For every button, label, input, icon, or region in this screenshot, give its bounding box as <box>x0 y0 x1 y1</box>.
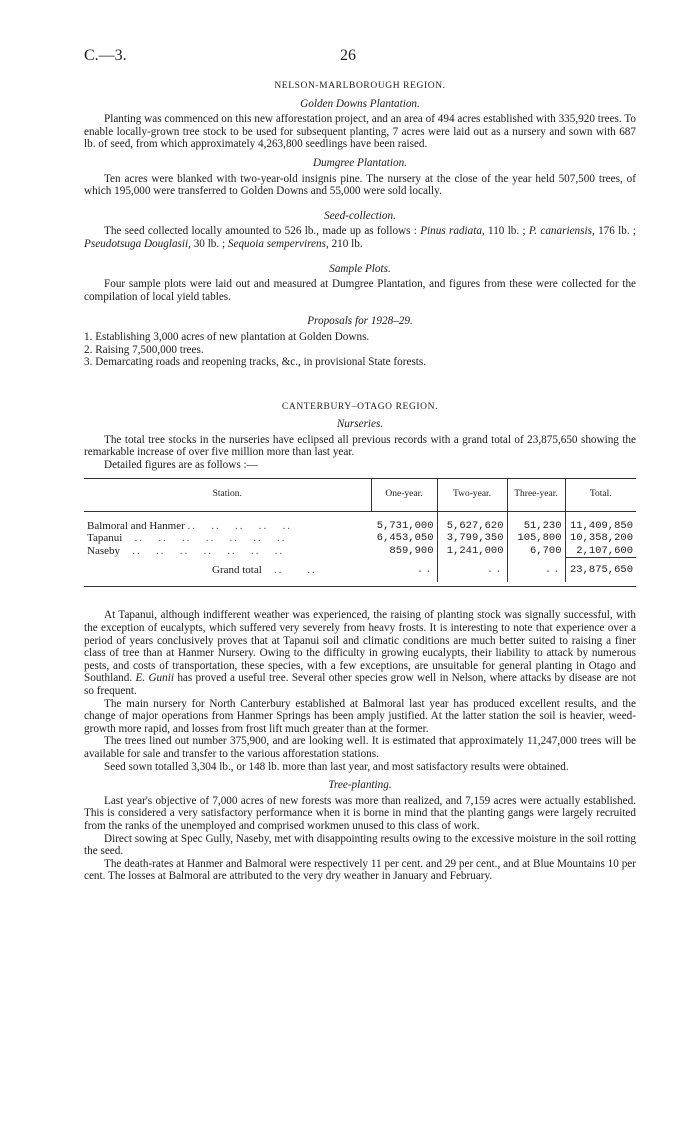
cell-one-year: 859,900 <box>371 545 437 558</box>
cell-two-year: 5,627,620 <box>437 520 507 533</box>
col-two-year-header: Two-year. <box>437 478 507 511</box>
seed-species-3: Pseudotsuga Douglasii, <box>84 237 191 250</box>
spec-gully-paragraph: Direct sowing at Spec Gully, Naseby, met with disappointing results owing to the excessive moisture in the soil rotting the seed. <box>84 832 636 858</box>
seed-intro: The seed collected locally amounted to 526 lb., made up as follows : <box>104 225 417 238</box>
station-name: Balmoral and Hanmer <box>87 519 185 532</box>
cell-total: 2,107,600 <box>576 544 633 557</box>
tapanui-paragraph <box>84 609 636 697</box>
table-row: Tapanui .. .. .. .. .. .. .. 6,453,050 3,799,350 105,800 10,358,200 <box>84 532 636 545</box>
seed-sown-paragraph: Seed sown totalled 3,304 lb., or 148 lb. more than last year, and most satisfactory results were obtained. <box>104 760 569 773</box>
objective-paragraph: Last year's objective of 7,000 acres of new forests was more than realized, and 7,159 acres were actually established. This is considered a very satisfactory performance when it is borne in mind that the planting gangs were largely recruited from the ranks of the unemployed and comprised workmen unused to this class of work. <box>84 794 636 832</box>
nelson-region-title: NELSON-MARLBOROUGH REGION. <box>274 81 446 91</box>
seed-species-2: P. canariensis, <box>528 225 595 238</box>
cell-two-year: 1,241,000 <box>437 545 507 558</box>
table-row: Naseby .. .. .. .. .. .. .. 859,900 1,241,000 6,700 2,107,600 <box>84 545 636 558</box>
grand-total-row: Grand total .. .. .. .. .. 23,875,650 <box>84 558 636 583</box>
seed-qty-3: 30 lb. ; <box>193 237 226 250</box>
tapanui-species: E. Gunii <box>135 672 174 685</box>
seed-qty-2: 176 lb. ; <box>598 225 637 238</box>
col-station-header: Station. <box>84 478 371 511</box>
proposal-item: 2. Raising 7,500,000 trees. <box>84 343 204 356</box>
seed-collection-heading: Seed-collection. <box>324 209 396 222</box>
seed-qty-4: 210 lb. <box>331 237 363 250</box>
col-total-header: Total. <box>565 478 636 511</box>
document-reference: C.—3. <box>84 47 127 64</box>
table-bottom-rule <box>84 586 636 587</box>
golden-downs-paragraph: Planting was commenced on this new afforestation project, and an area of 494 acres established with 335,920 trees. To enable locally-grown tree stock to be used for subsequent planting, 7 acres were laid out as a nursery and sown with 687 lb. of seed, from which approximately 4,263,800 seedlings have been raised. <box>84 113 636 151</box>
detail-intro: Detailed figures are as follows :— <box>104 459 258 472</box>
cell-one-year: 5,731,000 <box>371 520 437 533</box>
proposal-item: 3. Demarcating roads and reopening tracks, &c., in provisional State forests. <box>84 356 427 369</box>
balmoral-paragraph: The main nursery for North Canterbury established at Balmoral last year has produced excellent results, and the change of major operations from Hanmer Springs has been amply justified. At the latter station the soil is heavier, weed-growth more rapid, and losses from frost lift much greater than at the former. <box>84 697 636 735</box>
tapanui-text-a: At Tapanui, although indifferent weather was experienced, the raising of planting stock was signally successful, with the exception of eucalypts, which suffered very severely from heavy frosts. It is interesting to note that experience over a period of years conclusively proves that at Tapanui soil and climatic conditions are much better suited to raising a finer class of tree than at Hanmer Nursery. Owing to the difficulty in growing eucalypts, their liability to attack by numerous pests, and costs of transportation, these species, with a few exceptions, are unsuitable for general planting in Otago and Southland. <box>84 609 636 685</box>
seed-qty-1: 110 lb. ; <box>488 225 526 238</box>
cell-three-year: 6,700 <box>507 545 565 558</box>
table-row: Balmoral and Hanmer .. .. .. .. .. 5,731,000 5,627,620 51,230 11,409,850 <box>84 520 636 533</box>
sample-plots-heading: Sample Plots. <box>329 262 391 275</box>
golden-downs-heading: Golden Downs Plantation. <box>300 97 420 110</box>
proposals-list <box>84 331 636 369</box>
cell-total: 11,409,850 <box>569 519 633 532</box>
page-number: 26 <box>340 47 356 64</box>
station-name: Naseby <box>87 544 120 557</box>
col-one-year-header: One-year. <box>371 478 437 511</box>
grand-total-label: Grand total <box>212 563 262 576</box>
grand-total-value: 23,875,650 <box>565 558 636 583</box>
cell-one-year: 6,453,050 <box>371 532 437 545</box>
death-rates-paragraph: The death-rates at Hanmer and Balmoral were respectively 11 per cent. and 29 per cent., and at Blue Mountains 10 per cent. The losses at Balmoral are attributed to the very dry weather in January and February. <box>84 857 636 883</box>
station-name: Tapanui <box>87 532 123 545</box>
lined-out-paragraph: The trees lined out number 375,900, and are looking well. It is estimated that approximately 11,247,000 trees will be available for sale and transfer to the various afforestation stations. <box>84 735 636 760</box>
seed-species-1: Pinus radiata, <box>420 225 485 238</box>
canterbury-region-title: CANTERBURY–OTAGO REGION. <box>281 401 439 412</box>
proposals-heading: Proposals for 1928–29. <box>307 315 413 328</box>
sample-plots-paragraph: Four sample plots were laid out and measured at Dumgree Plantation, and figures from these were collected for the compilation of local yield tables. <box>84 278 636 303</box>
col-three-year-header: Three-year. <box>507 478 565 511</box>
cell-two-year: 3,799,350 <box>437 532 507 545</box>
proposal-item: 1. Establishing 3,000 acres of new plantation at Golden Downs. <box>84 330 370 343</box>
nurseries-paragraph: The total tree stocks in the nurseries have eclipsed all previous records with a grand total of 23,875,650 showing the remarkable increase of over five million more than last year. <box>84 433 636 459</box>
table-header-row <box>84 478 636 511</box>
page-body <box>84 80 636 883</box>
seed-collection-paragraph <box>84 225 636 250</box>
tapanui-text-b: has proved a useful tree. Several other species grow well in Nelson, where attacks by disease are not so frequent. <box>84 672 636 697</box>
seed-species-4: Sequoia sempervirens, <box>227 237 329 250</box>
nursery-stock-table <box>84 478 636 583</box>
dumgree-heading: Dumgree Plantation. <box>312 156 408 169</box>
dumgree-paragraph: Ten acres were blanked with two-year-old insignis pine. The nursery at the close of the year held 507,500 trees, of which 195,000 were transferred to Golden Downs and 55,000 were sold locally. <box>84 172 636 198</box>
nurseries-heading: Nurseries. <box>336 418 384 431</box>
cell-total: 10,358,200 <box>569 532 633 545</box>
cell-three-year: 51,230 <box>507 520 565 533</box>
cell-three-year: 105,800 <box>507 532 565 545</box>
tree-planting-heading: Tree-planting. <box>328 779 392 792</box>
